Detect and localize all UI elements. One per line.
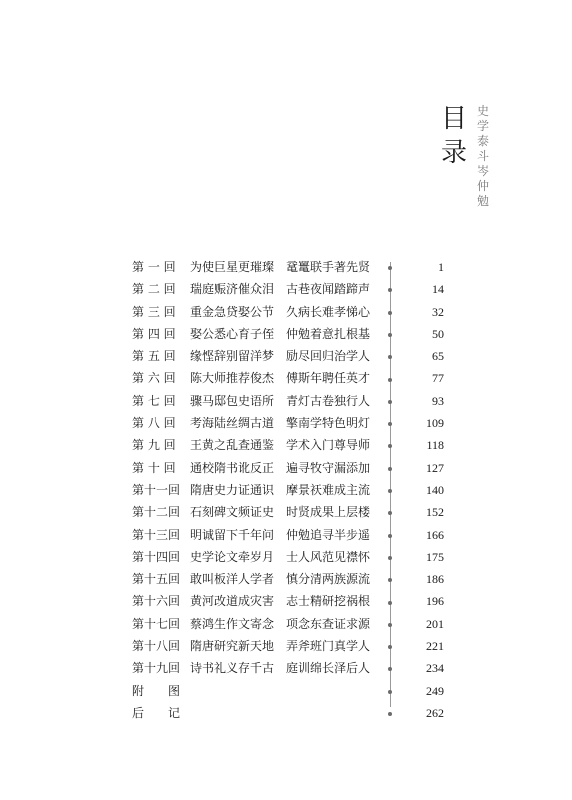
chapter-title-first: 通校隋书讹反正 xyxy=(190,460,275,475)
page-number: 175 xyxy=(426,549,444,564)
section-label: 附 图 xyxy=(132,683,181,698)
page-number: 14 xyxy=(432,282,444,297)
chapter-number: 第 二 回 xyxy=(132,282,176,297)
toc-entry[interactable] xyxy=(128,501,448,523)
chapter-number: 第 一 回 xyxy=(132,260,176,274)
subtitle-char: 泰 xyxy=(476,134,489,148)
chapter-title-second: 久病长难孝悌心 xyxy=(286,304,371,319)
chapter-title-first: 隋唐史力证通识 xyxy=(190,482,275,497)
chapter-title-first: 石刻碑文频证史 xyxy=(190,505,275,520)
page-number: 77 xyxy=(432,371,444,386)
chapter-title-second: 学术入门尊导师 xyxy=(286,438,371,453)
chapter-title-second: 时贤成果上层楼 xyxy=(286,505,371,520)
toc-entry[interactable] xyxy=(128,256,448,278)
subtitle-char: 仲 xyxy=(476,179,489,193)
chapter-number: 第 九 回 xyxy=(132,438,176,453)
page-number: 234 xyxy=(426,661,444,676)
book-subtitle xyxy=(475,104,491,209)
section-label: 后 记 xyxy=(132,705,181,720)
chapter-title-first: 考海陆丝绸古道 xyxy=(190,416,275,431)
chapter-number: 第 四 回 xyxy=(132,326,176,341)
chapter-number: 第十七回 xyxy=(132,616,181,631)
chapter-number: 第十六回 xyxy=(132,594,181,609)
chapter-number: 第 五 回 xyxy=(132,349,176,364)
toc-entry[interactable] xyxy=(128,657,448,679)
chapter-title-second: 古巷夜闻踏蹄声 xyxy=(286,282,371,297)
page-number: 50 xyxy=(432,326,444,341)
chapter-number: 第 十 回 xyxy=(132,460,176,475)
chapter-number: 第十三回 xyxy=(132,527,181,542)
toc-entry[interactable] xyxy=(128,702,448,724)
chapter-number: 第十四回 xyxy=(132,549,181,564)
chapter-title-second: 摩景祆难成主流 xyxy=(286,482,371,497)
chapter-title-first: 为使巨星更璀璨 xyxy=(190,260,275,274)
toc-entry[interactable] xyxy=(128,479,448,501)
chapter-number: 第十一回 xyxy=(132,482,181,497)
chapter-title-first: 史学论文牵岁月 xyxy=(190,549,275,564)
chapter-title-second: 庭训绵长泽后人 xyxy=(286,661,371,676)
chapter-title-first: 娶公悉心育子侄 xyxy=(190,326,275,341)
toc-list xyxy=(128,256,448,724)
chapter-title-second: 青灯古卷独行人 xyxy=(286,393,371,408)
chapter-title-second: 鼋鼍联手著先贤 xyxy=(286,260,371,274)
chapter-number: 第 三 回 xyxy=(132,304,176,319)
toc-title-char: 目 xyxy=(440,104,467,134)
subtitle-char: 史 xyxy=(476,104,489,118)
page-number: 196 xyxy=(426,594,444,609)
page-number: 221 xyxy=(426,639,444,654)
chapter-title-first: 隋唐研究新天地 xyxy=(190,639,275,654)
chapter-title-first: 敢叫板洋人学者 xyxy=(190,572,275,587)
toc-entry[interactable] xyxy=(128,434,448,456)
chapter-title-first: 王黄之乱查通鉴 xyxy=(190,438,275,453)
page-number: 109 xyxy=(426,416,444,431)
page-number: 140 xyxy=(426,482,444,497)
chapter-title-first: 重金急贷娶公节 xyxy=(190,304,275,319)
chapter-number: 第十八回 xyxy=(132,639,181,654)
subtitle-char: 勉 xyxy=(476,194,489,208)
toc-entry[interactable] xyxy=(128,680,448,702)
chapter-title-second: 士人风范见襟怀 xyxy=(286,549,371,564)
chapter-title-first: 瑞庭赈济催众泪 xyxy=(190,282,275,297)
page-number: 32 xyxy=(432,304,444,319)
toc-entry[interactable] xyxy=(128,367,448,389)
page-number: 118 xyxy=(426,438,444,453)
toc-title xyxy=(438,102,470,170)
chapter-number: 第十五回 xyxy=(132,572,181,587)
chapter-title-second: 志士精研挖祸根 xyxy=(286,594,371,609)
toc-entry[interactable] xyxy=(128,524,448,546)
page-number: 201 xyxy=(426,616,444,631)
chapter-title-second: 遍寻牧守漏添加 xyxy=(286,460,371,475)
page-number: 186 xyxy=(426,572,444,587)
page-number: 1 xyxy=(438,260,444,274)
toc-entry[interactable] xyxy=(128,613,448,635)
chapter-title-second: 傅斯年聘任英才 xyxy=(286,371,371,386)
toc-entry[interactable] xyxy=(128,457,448,479)
chapter-title-second: 慎分清两族源流 xyxy=(286,572,371,587)
subtitle-char: 学 xyxy=(476,119,489,133)
toc-entry[interactable] xyxy=(128,590,448,612)
chapter-title-first: 缘悭辞别留洋梦 xyxy=(190,349,275,364)
page-number: 249 xyxy=(426,683,444,698)
subtitle-char: 斗 xyxy=(476,149,489,163)
page-number: 262 xyxy=(426,705,444,720)
page-number: 166 xyxy=(426,527,444,542)
page-number: 65 xyxy=(432,349,444,364)
chapter-title-second: 仲勉着意扎根基 xyxy=(286,326,371,341)
chapter-title-first: 诗书礼义存千古 xyxy=(190,661,275,676)
chapter-title-second: 弄斧班门真学人 xyxy=(286,639,371,654)
chapter-title-first: 骤马邸包史语所 xyxy=(190,393,275,408)
page-number: 152 xyxy=(426,505,444,520)
chapter-title-first: 陈大师推荐俊杰 xyxy=(190,371,275,386)
chapter-number: 第十二回 xyxy=(132,505,181,520)
toc-entry[interactable] xyxy=(128,323,448,345)
chapter-number: 第十九回 xyxy=(132,661,181,676)
toc-entry[interactable] xyxy=(128,568,448,590)
chapter-title-second: 仲勉追寻半步遥 xyxy=(286,527,371,542)
toc-entry[interactable] xyxy=(128,278,448,300)
chapter-number: 第 七 回 xyxy=(132,393,176,408)
chapter-title-first: 黄河改道成灾害 xyxy=(190,594,275,609)
toc-entry[interactable] xyxy=(128,390,448,412)
subtitle-char: 岑 xyxy=(476,164,489,178)
chapter-title-first: 蔡鸿生作文寄念 xyxy=(190,616,275,631)
chapter-title-first: 明诚留下千年问 xyxy=(190,527,275,542)
page-number: 93 xyxy=(432,393,444,408)
toc-entry[interactable] xyxy=(128,412,448,434)
chapter-number: 第 六 回 xyxy=(132,371,176,386)
chapter-title-second: 项念东查证求源 xyxy=(286,616,371,631)
toc-entry[interactable] xyxy=(128,546,448,568)
toc-entry[interactable] xyxy=(128,635,448,657)
chapter-number: 第 八 回 xyxy=(132,416,176,431)
toc-entry[interactable] xyxy=(128,345,448,367)
chapter-title-second: 擎南学特色明灯 xyxy=(286,416,371,431)
toc-entry[interactable] xyxy=(128,301,448,323)
chapter-title-second: 励尽回归治学人 xyxy=(286,349,371,364)
page-number: 127 xyxy=(426,460,444,475)
toc-title-char: 录 xyxy=(440,138,467,168)
